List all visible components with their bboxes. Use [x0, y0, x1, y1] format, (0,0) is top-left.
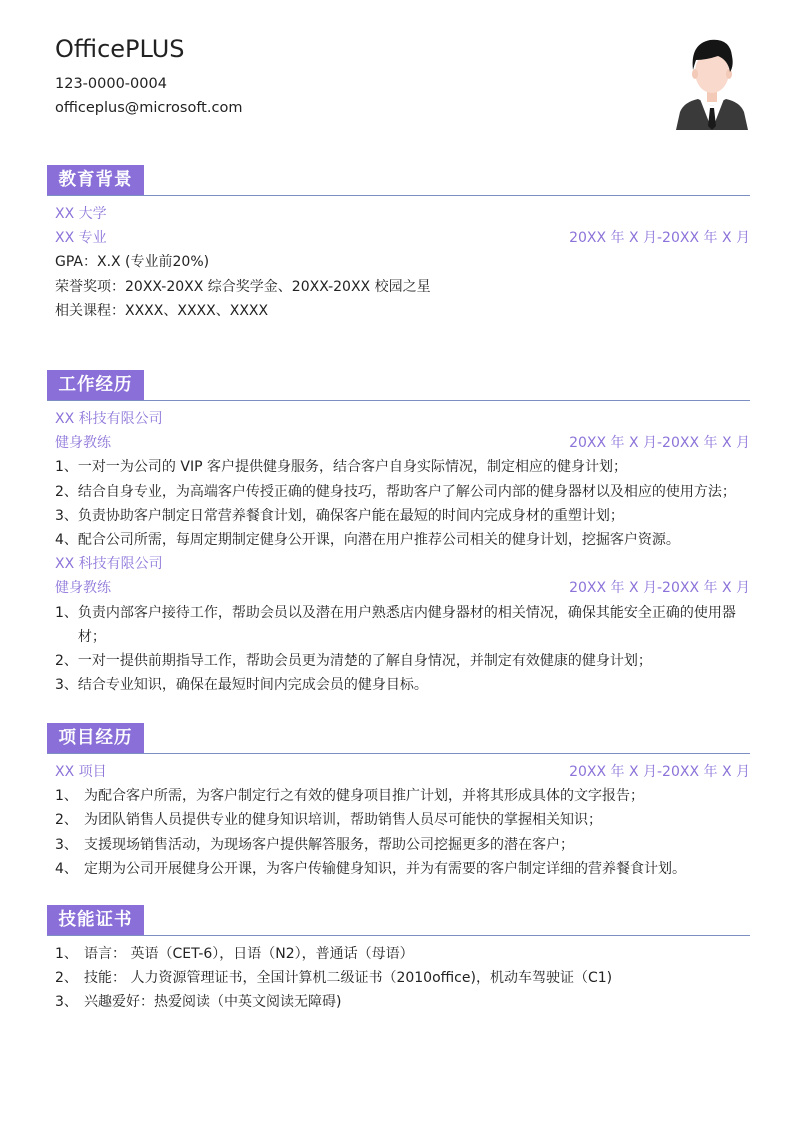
role-row	[55, 576, 750, 600]
list-item	[55, 649, 750, 673]
item-text: 结合专业知识，确保在最短时间内完成会员的健身目标。	[77, 677, 428, 694]
list-item	[55, 455, 750, 479]
education-period: 20XX 年 X 月-20XX 年 X 月	[569, 230, 750, 247]
section-header	[47, 905, 750, 937]
list-item	[55, 990, 750, 1014]
job-role: 健身教练	[55, 435, 111, 452]
item-number: 3、	[55, 677, 78, 694]
item-text: 兴趣爱好：热爱阅读（中英文阅读无障碍)	[84, 994, 342, 1011]
section-divider	[47, 935, 750, 936]
role-row	[55, 431, 750, 455]
list-item	[55, 601, 750, 649]
email-address: officeplus@microsoft.com	[55, 100, 243, 116]
candidate-name: OfficePLUS	[55, 35, 185, 63]
item-number: 2、	[55, 653, 78, 670]
company-name: XX 科技有限公司	[55, 411, 163, 427]
list-item	[55, 966, 750, 990]
section-title: 技能证书	[47, 905, 144, 936]
phone-number: 123-0000-0004	[55, 76, 167, 92]
item-number: 3、	[55, 836, 78, 853]
item-number: 1、	[55, 788, 78, 805]
item-text: 结合自身专业，为高端客户传授正确的健身技巧，帮助客户了解公司内部的健身器材以及相应的使用方法；	[77, 483, 736, 500]
work-section	[47, 370, 750, 697]
company-row	[55, 552, 750, 576]
project-row	[55, 760, 750, 784]
list-item	[55, 833, 750, 857]
item-text: 语言： 英语（CET-6），日语（N2），普通话（母语）	[84, 946, 414, 962]
project-period: 20XX 年 X 月-20XX 年 X 月	[569, 764, 750, 780]
list-item	[55, 808, 750, 832]
company-name: XX 科技有限公司	[55, 556, 163, 573]
item-text: 一对一提供前期指导工作，帮助会员更为清楚的了解自身情况，并制定有效健康的健身计划；	[77, 653, 652, 670]
major-name: XX 专业	[55, 230, 107, 247]
item-number: 4、	[55, 860, 78, 877]
job-period: 20XX 年 X 月-20XX 年 X 月	[569, 580, 750, 597]
school-row	[55, 202, 750, 226]
section-title: 教育背景	[47, 165, 144, 196]
item-text: 为配合客户所需，为客户制定行之有效的健身项目推广计划，并将其形成具体的文字报告；	[84, 788, 644, 805]
person-avatar-icon	[674, 30, 750, 130]
courses-line: 相关课程：XXXX、XXXX、XXXX	[55, 302, 269, 319]
job-period: 20XX 年 X 月-20XX 年 X 月	[569, 435, 750, 452]
list-item	[55, 784, 750, 808]
list-item	[55, 528, 750, 552]
item-text: 为团队销售人员提供专业的健身知识培训，帮助销售人员尽可能快的掌握相关知识；	[84, 812, 602, 829]
list-item	[55, 942, 750, 966]
item-number: 2、	[55, 970, 78, 987]
item-number: 2、	[55, 812, 78, 829]
section-header	[47, 723, 750, 755]
item-number: 3、	[55, 994, 78, 1011]
list-item	[55, 504, 750, 528]
item-text: 技能： 人力资源管理证书，全国计算机二级证书（2010office)，机动车驾驶证（C1)	[84, 970, 613, 987]
item-number: 3、	[55, 507, 78, 524]
section-divider	[47, 753, 750, 754]
school-name: XX 大学	[55, 206, 107, 222]
section-title: 工作经历	[47, 370, 144, 401]
item-number: 1、	[55, 946, 78, 962]
honors-line: 荣誉奖项：20XX-20XX 综合奖学金、20XX-20XX 校园之星	[55, 278, 431, 295]
item-text: 定期为公司开展健身公开课，为客户传输健身知识，并为有需要的客户制定详细的营养餐食计划。	[84, 860, 686, 877]
section-header	[47, 165, 750, 197]
item-number: 1、	[55, 604, 78, 621]
education-section	[47, 165, 750, 323]
gpa-line: GPA：X.X (专业前20%)	[55, 254, 210, 271]
item-text: 负责协助客户制定日常营养餐食计划，确保客户能在最短的时间内完成身材的重塑计划；	[77, 507, 624, 524]
item-text: 一对一为公司的 VIP 客户提供健身服务，结合客户自身实际情况，制定相应的健身计划；	[77, 459, 627, 476]
section-divider	[47, 400, 750, 401]
item-number: 2、	[55, 483, 78, 500]
skills-section	[47, 905, 750, 1015]
item-text: 支援现场销售活动，为现场客户提供解答服务，帮助公司挖掘更多的潜在客户；	[84, 836, 574, 853]
resume-header	[55, 34, 242, 120]
company-row	[55, 407, 750, 431]
list-item	[55, 480, 750, 504]
major-row	[55, 226, 750, 250]
project-section	[47, 723, 750, 881]
item-number: 4、	[55, 532, 78, 549]
section-title: 项目经历	[47, 723, 144, 754]
list-item	[55, 673, 750, 697]
section-divider	[47, 195, 750, 196]
job-role: 健身教练	[55, 580, 111, 597]
list-item	[55, 857, 750, 881]
item-text: 负责内部客户接待工作，帮助会员以及潜在用户熟悉店内健身器材的相关情况，确保其能安全正确的使用器材；	[77, 604, 736, 645]
item-number: 1、	[55, 459, 78, 476]
item-text: 配合公司所需，每周定期制定健身公开课，向潜在用户推荐公司相关的健身计划，挖掘客户资源。	[77, 532, 680, 549]
project-name: XX 项目	[55, 764, 107, 780]
section-header	[47, 370, 750, 402]
